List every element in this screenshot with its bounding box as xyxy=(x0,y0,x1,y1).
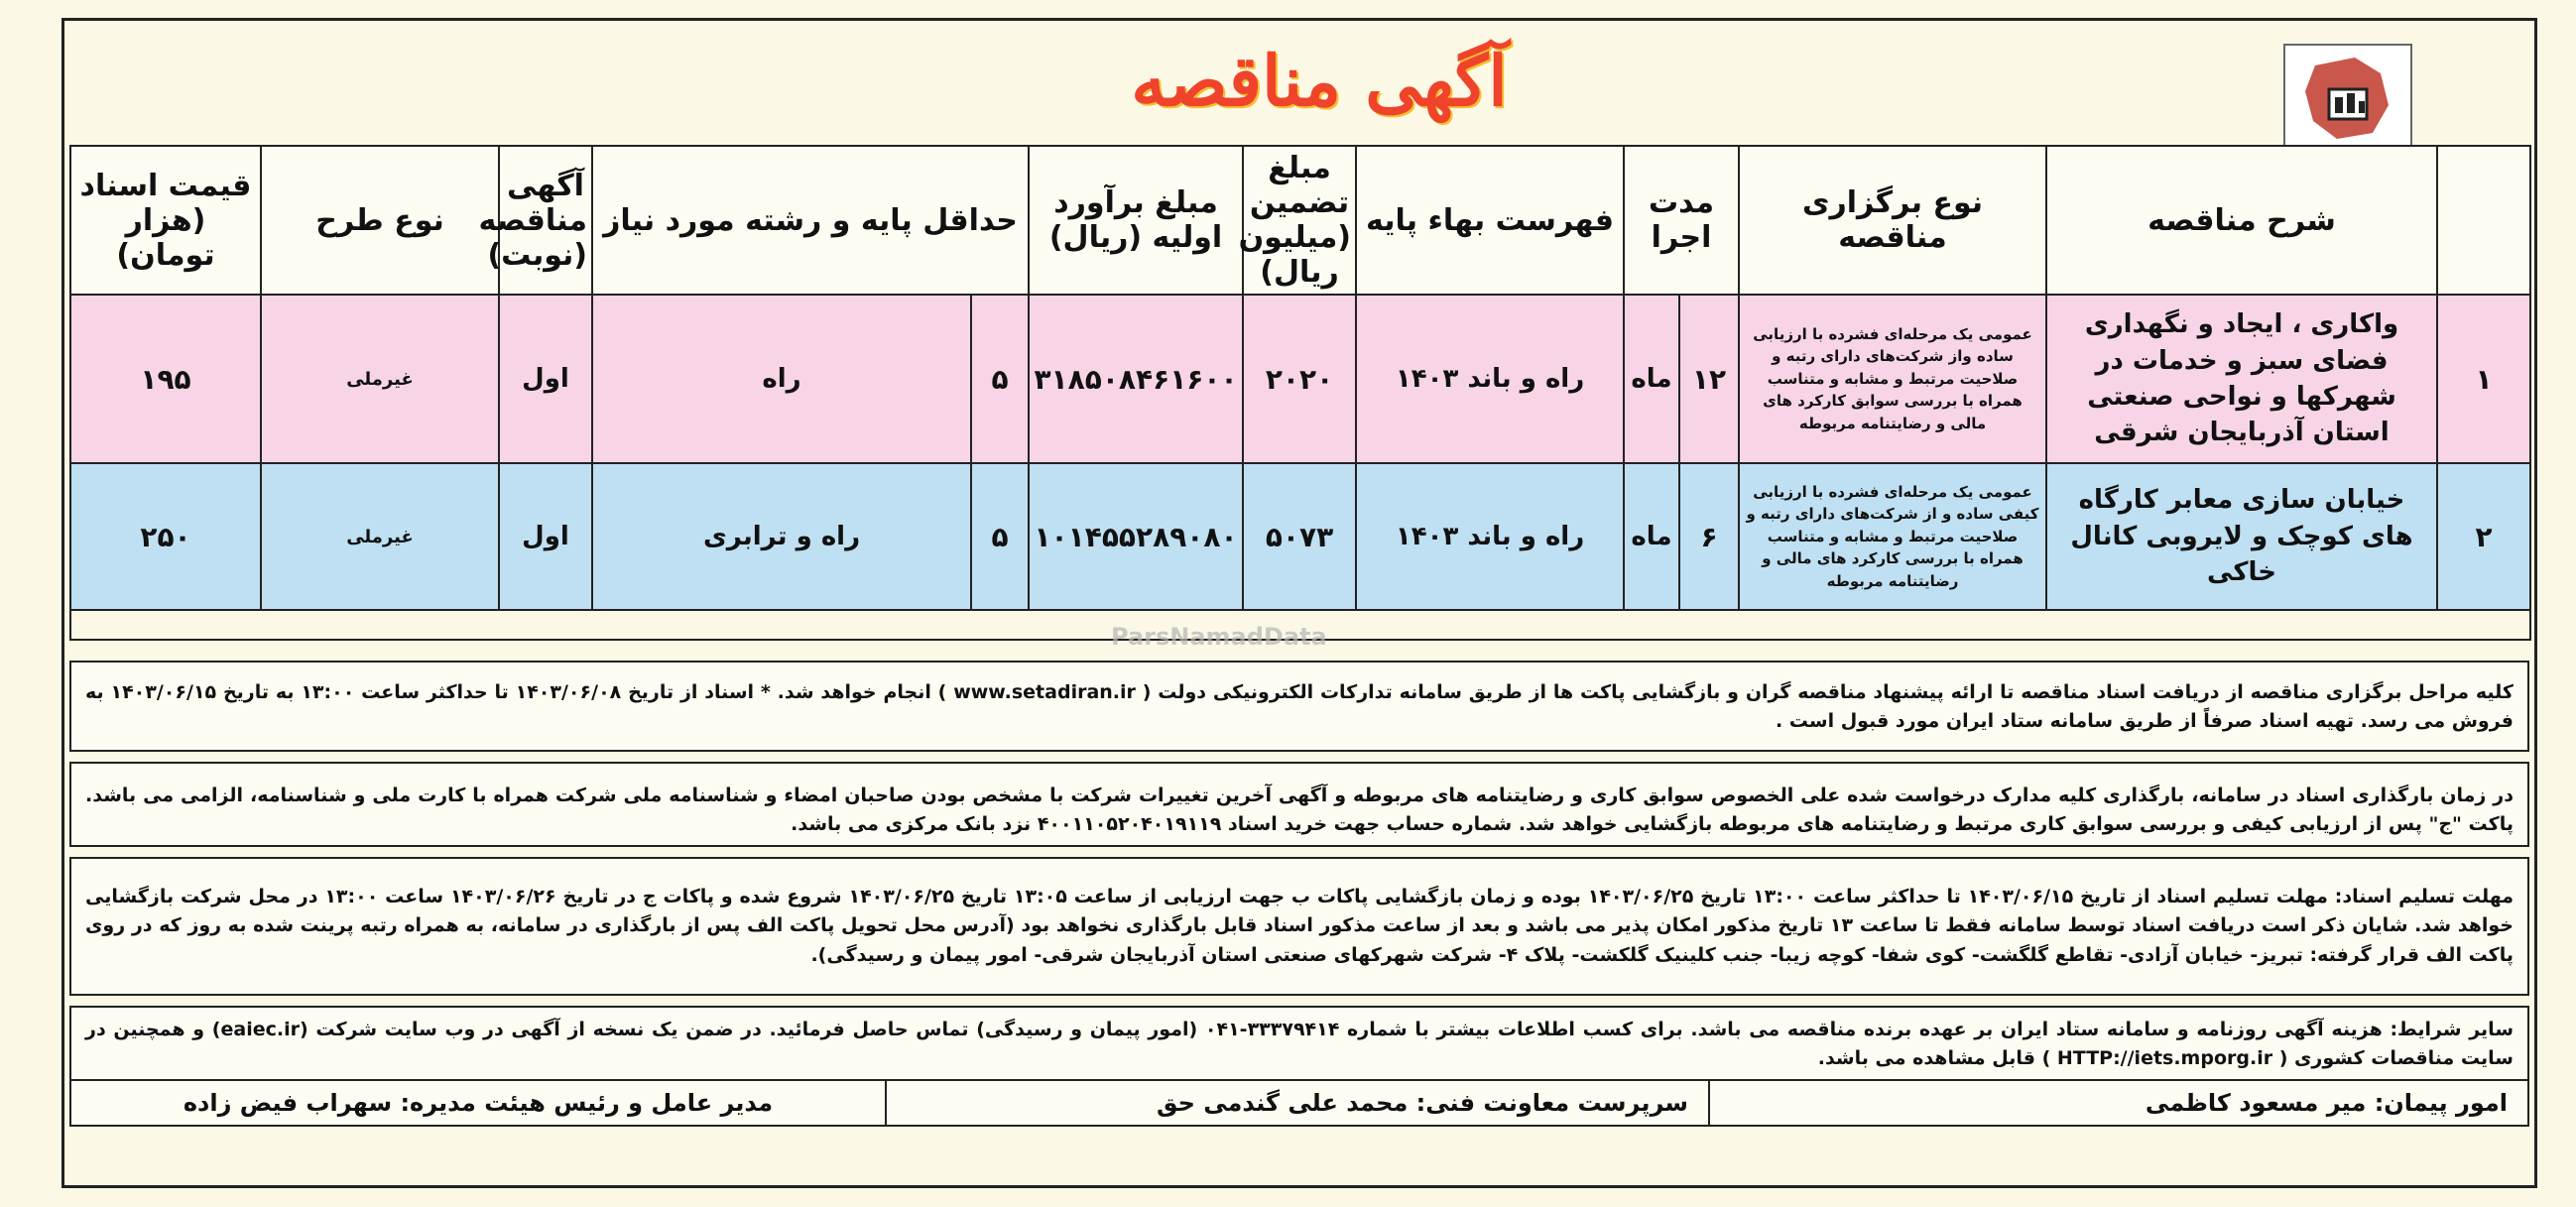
row-notice: اول xyxy=(499,463,592,610)
header-guarantee: مبلغ تضمین (میلیون ریال) xyxy=(1243,146,1356,295)
row-description: واکاری ، ایجاد و نگهداری فضای سبز و خدمات در شهرکها و نواحی صنعتی استان آذربایجان شرقی xyxy=(2046,295,2437,463)
row-index: ۲ xyxy=(2437,463,2530,610)
row-notice: اول xyxy=(499,295,592,463)
page-title: آگهی مناقصه xyxy=(1131,40,1508,122)
footer-ceo: مدیر عامل و رئیس هیئت مدیره: سهراب فیض زاده xyxy=(183,1089,774,1117)
row-field: راه و ترابری xyxy=(592,463,971,610)
row-description: خیابان سازی معابر کارگاه های کوچک و لایروبی کانال خاکی xyxy=(2046,463,2437,610)
tender-table xyxy=(69,145,2531,641)
row-grade: ۵ xyxy=(971,295,1029,463)
header-min-grade: حداقل پایه و رشته مورد نیاز xyxy=(592,146,1029,295)
row-duration-num: ۶ xyxy=(1679,463,1739,610)
note-3: مهلت تسلیم اسناد: مهلت تسلیم اسناد از تاریخ ۱۴۰۳/۰۶/۱۵ تا حداکثر ساعت ۱۳:۰۰ تاریخ ۱۴۰۳/۰۶/۲۵ بوده و زمان بازگشایی پاکات ب جهت ارزیابی از ساعت ۱۳:۰۵ تاریخ ۱۴۰۳/۰۶/۲۵ شروع شده و پاکات ج در تاریخ ۱۴۰۳/۰۶/۲۶ ساعت ۱۳:۰۰ در محل شرکت بازگشایی خواهد شد. شایان ذکر است دریافت اسناد توسط سامانه فقط تا ساعت ۱۳ تاریخ مذکور امکان پذیر می باشد و بعد از ساعت مذکور اسناد قابل بارگذاری نخواهد بود (آدرس محل تحویل پاکت الف پس از بارگذاری در سامانه، به همراه رتبه پرینت شده به روز که در روی پاکت الف قرار گرفته: تبریز- خیابان آزادی- تقاطع گلگشت- کوی شفا- کوچه زیبا- جنب کلینیک گلکشت- پلاک ۴- شرکت شهرکهای صنعتی استان آذربایجان شرقی- امور پیمان و رسیدگی). xyxy=(69,857,2529,996)
header-estimate: مبلغ برآورد اولیه (ریال) xyxy=(1029,146,1243,295)
row-estimate: ۱۰۱۴۵۵۲۸۹۰۸۰ xyxy=(1029,463,1243,610)
footer-contracts: امور پیمان: میر مسعود کاظمی xyxy=(1708,1081,2527,1125)
note-2: در زمان بارگذاری اسناد در سامانه، بارگذاری کلیه مدارک درخواست شده علی الخصوص سوابق کاری و رضایتنامه های مربوطه و آگهی آخرین تغییرات شرکت با مشخص بودن صاحبان امضاء و شناسنامه ملی شرکت همراه با کارت ملی و شناسنامه، الزامی می باشد. پاکت "ج" پس از ارزیابی کیفی و بررسی سوابق کاری مرتبط و رضایتنامه های مربوطه بازگشایی خواهد شد. شماره حساب جهت خرید اسناد ۴۰۰۱۱۰۵۲۰۴۰۱۹۱۱۹ نزد بانک مرکزی می باشد. xyxy=(69,762,2529,847)
row-tender-type: عمومی یک مرحله‌ای فشرده با ارزیابی ساده واز شرکت‌های دارای رتبه و صلاحیت مرتبط و مشابه و متناسب همراه با بررسی سوابق کارکرد های مالی و رضایتنامه مربوطه xyxy=(1739,295,2046,463)
header-description: شرح مناقصه xyxy=(2046,146,2437,295)
row-guarantee: ۲۰۲۰ xyxy=(1243,295,1356,463)
notes-section xyxy=(69,661,2529,1083)
note-4: سایر شرایط: هزینه آگهی روزنامه و سامانه ستاد ایران بر عهده برنده مناقصه می باشد. برای کسب اطلاعات بیشتر با شماره ۳۳۳۷۹۴۱۴-۰۴۱ (امور پیمان و رسیدگی) تماس حاصل فرمائید. در ضمن یک نسخه از آگهی در وب سایت شرکت (eaiec.ir) و همچنین در سایت مناقصات کشوری ( HTTP://iets.mporg.ir ) قابل مشاهده می باشد. xyxy=(69,1006,2529,1083)
row-price-list: راه و باند ۱۴۰۳ xyxy=(1356,295,1624,463)
row-doc-price: ۱۹۵ xyxy=(70,295,261,463)
row-tender-type: عمومی یک مرحله‌ای فشرده با ارزیابی کیفی ساده و از شرکت‌های دارای رتبه و صلاحیت مرتبط و مشابه و متناسب همراه با بررسی کارکرد های مالی و رضایتنامه مربوطه xyxy=(1739,463,2046,610)
header-index xyxy=(2437,146,2530,295)
watermark: ParsNamadData xyxy=(1111,623,1327,651)
header-notice: آگهی مناقصه (نوبت) xyxy=(499,146,592,295)
header-plan-type: نوع طرح xyxy=(261,146,499,295)
row-grade: ۵ xyxy=(971,463,1029,610)
header-tender-type: نوع برگزاری مناقصه xyxy=(1739,146,2046,295)
header-price-list: فهرست بهاء پایه xyxy=(1356,146,1624,295)
row-index: ۱ xyxy=(2437,295,2530,463)
row-duration-num: ۱۲ xyxy=(1679,295,1739,463)
map-logo-icon xyxy=(2285,46,2410,153)
row-doc-price: ۲۵۰ xyxy=(70,463,261,610)
header-duration: مدت اجرا xyxy=(1624,146,1739,295)
row-duration-unit: ماه xyxy=(1624,295,1679,463)
footer-technical: سرپرست معاونت فنی: محمد علی گندمی حق xyxy=(885,1081,1708,1125)
table-row xyxy=(70,295,2530,463)
row-guarantee: ۵۰۷۳ xyxy=(1243,463,1356,610)
row-duration-unit: ماه xyxy=(1624,463,1679,610)
note-1: کلیه مراحل برگزاری مناقصه از دریافت اسناد مناقصه تا ارائه پیشنهاد مناقصه گران و بازگشایی پاکت ها از طریق سامانه تدارکات الکترونیکی دولت ( www.setadiran.ir ) انجام خواهد شد. * اسناد از تاریخ ۱۴۰۳/۰۶/۰۸ تا حداکثر ساعت ۱۳:۰۰ به تاریخ ۱۴۰۳/۰۶/۱۵ به فروش می رسد. تهیه اسناد صرفاً از طریق سامانه ستاد ایران مورد قبول است . xyxy=(69,661,2529,752)
cropped-top-text xyxy=(0,0,2576,14)
row-estimate: ۳۱۸۵۰۸۴۶۱۶۰۰ xyxy=(1029,295,1243,463)
signature-footer xyxy=(69,1079,2529,1127)
row-price-list: راه و باند ۱۴۰۳ xyxy=(1356,463,1624,610)
row-field: راه xyxy=(592,295,971,463)
row-plan-type: غیرملی xyxy=(261,463,499,610)
row-plan-type: غیرملی xyxy=(261,295,499,463)
header-doc-price: قیمت اسناد (هزار تومان) xyxy=(70,146,261,295)
table-row xyxy=(70,463,2530,610)
company-logo xyxy=(2283,44,2412,155)
